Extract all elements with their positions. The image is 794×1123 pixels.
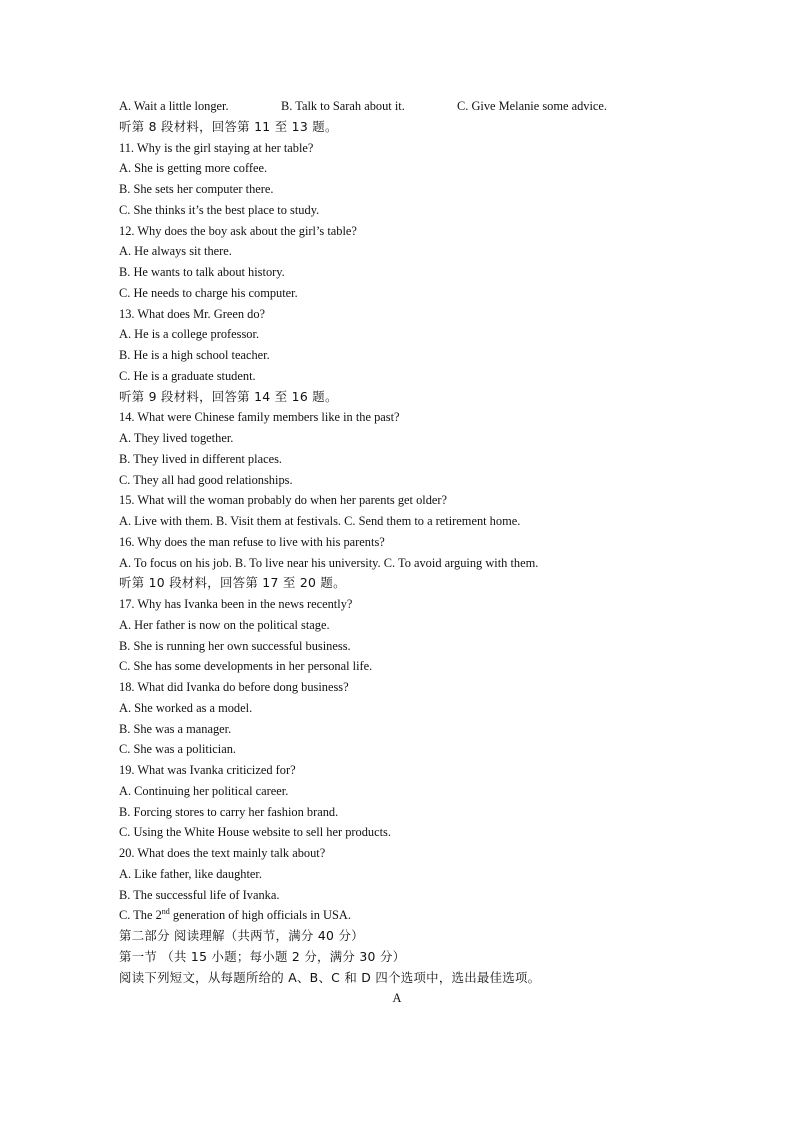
q13-question: 13. What does Mr. Green do? bbox=[119, 306, 266, 321]
q18-option-a: A. She worked as a model. bbox=[119, 700, 253, 715]
q12-option-c: C. He needs to charge his computer. bbox=[119, 285, 298, 300]
q14-option-c: C. They all had good relationships. bbox=[119, 472, 293, 487]
q18-option-c: C. She was a politician. bbox=[119, 742, 237, 757]
q17-option-b: B. She is running her own successful business. bbox=[119, 638, 351, 653]
q13-option-c: C. He is a graduate student. bbox=[119, 368, 256, 383]
q14-option-a: A. They lived together. bbox=[119, 431, 234, 445]
q11-question: 11. Why is the girl staying at her table? bbox=[119, 140, 314, 155]
passage-label: A bbox=[392, 991, 402, 1006]
q18-question: 18. What did Ivanka do before dong business? bbox=[119, 680, 349, 694]
q20-option-c bbox=[119, 905, 679, 926]
section-9-heading: 听第 9 段材料，回答第 14 至 16 题。 bbox=[119, 388, 338, 404]
q17-option-a: A. Her father is now on the political stage. bbox=[119, 617, 330, 632]
q20-option-a: A. Like father, like daughter. bbox=[119, 866, 262, 881]
q19-question: 19. What was Ivanka criticized for? bbox=[119, 763, 296, 777]
q10-option-c: C. Give Melanie some advice. bbox=[457, 99, 608, 113]
part2-heading: 第二部分 阅读理解（共两节，满分 40 分） bbox=[119, 928, 364, 943]
q16-question: 16. Why does the man refuse to live with his parents? bbox=[119, 534, 385, 549]
q12-option-a: A. He always sit there. bbox=[119, 244, 232, 259]
q20-question: 20. What does the text mainly talk about? bbox=[119, 846, 326, 860]
q12-option-b: B. He wants to talk about history. bbox=[119, 265, 285, 279]
q14-question: 14. What were Chinese family members like in the past? bbox=[119, 410, 400, 425]
q12-question: 12. Why does the boy ask about the girl’s table? bbox=[119, 223, 357, 238]
q13-option-a: A. He is a college professor. bbox=[119, 327, 260, 342]
q19-option-b: B. Forcing stores to carry her fashion brand. bbox=[119, 804, 339, 819]
q10-option-a: A. Wait a little longer. bbox=[119, 99, 229, 113]
q10-option-b: B. Talk to Sarah about it. bbox=[281, 99, 405, 113]
q15-options: A. Live with them. B. Visit them at festivals. C. Send them to a retirement home. bbox=[119, 514, 521, 528]
q20-option-c-prefix: C. The 2 bbox=[119, 908, 162, 923]
q16-options: A. To focus on his job. B. To live near his university. C. To avoid arguing with them. bbox=[119, 555, 539, 570]
section-8-heading: 听第 8 段材料，回答第 11 至 13 题。 bbox=[119, 118, 338, 134]
q20-option-c-suffix: generation of high officials in USA. bbox=[169, 908, 351, 923]
q10-options bbox=[119, 96, 679, 117]
section-10-heading: 听第 10 段材料，回答第 17 至 20 题。 bbox=[119, 575, 346, 591]
q14-option-b: B. They lived in different places. bbox=[119, 451, 282, 466]
part2-instructions: 阅读下列短文，从每题所给的 A、B、C 和 D 四个选项中，选出最佳选项。 bbox=[119, 969, 541, 985]
q17-option-c: C. She has some developments in her personal life. bbox=[119, 659, 373, 674]
q19-option-a: A. Continuing her political career. bbox=[119, 783, 289, 798]
q20-option-c-superscript: nd bbox=[161, 907, 170, 917]
q17-question: 17. Why has Ivanka been in the news recently? bbox=[119, 597, 353, 611]
q18-option-b: B. She was a manager. bbox=[119, 721, 232, 736]
q11-option-c: C. She thinks it’s the best place to study. bbox=[119, 202, 320, 217]
q11-option-a: A. She is getting more coffee. bbox=[119, 161, 268, 176]
q19-option-c: C. Using the White House website to sell her products. bbox=[119, 825, 391, 840]
q13-option-b: B. He is a high school teacher. bbox=[119, 348, 270, 362]
page-content bbox=[119, 96, 679, 1009]
q20-option-b: B. The successful life of Ivanka. bbox=[119, 887, 280, 902]
q11-option-b: B. She sets her computer there. bbox=[119, 182, 274, 196]
part2-section1-heading: 第一节 （共 15 小题；每小题 2 分，满分 30 分） bbox=[119, 948, 406, 964]
q15-question: 15. What will the woman probably do when her parents get older? bbox=[119, 493, 448, 508]
